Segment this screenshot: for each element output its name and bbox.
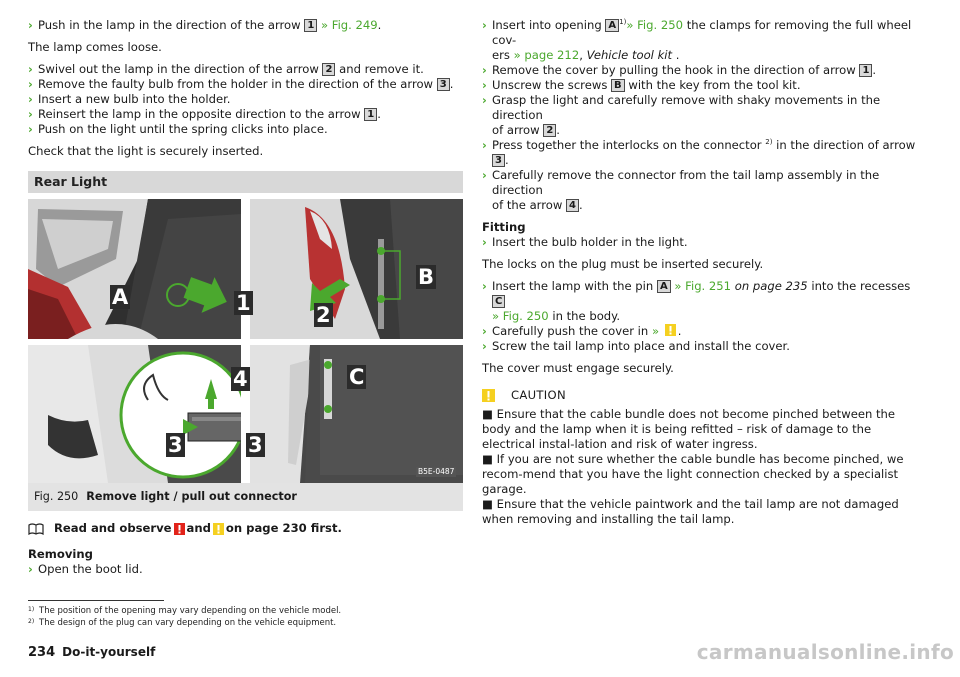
step-insert-bulb: › Insert a new bulb into the holder.	[28, 92, 231, 106]
caution-item-2: ■ If you are not sure whether the cable bundle has become pinched, we recom-mend that you have the light connection checked by a specialist garage.	[482, 452, 904, 496]
warning-yellow-icon	[213, 523, 224, 535]
chevron-icon: ›	[482, 235, 487, 249]
para-locks: The locks on the plug must be inserted securely.	[482, 257, 764, 271]
caution-icon	[482, 389, 495, 402]
connector-photo	[28, 345, 241, 483]
removing-heading: Removing	[28, 547, 93, 561]
step-insert-holder: › Insert the bulb holder in the light.	[482, 235, 688, 249]
caution-item-3: ■ Ensure that the vehicle paintwork and the tail lamp are not damaged when removing and installing the tail lamp.	[482, 497, 899, 526]
step-swivel: › Swivel out the lamp in the direction of the arrow 2 and remove it.	[28, 62, 424, 76]
chevron-icon: ›	[482, 78, 487, 92]
chevron-icon: ›	[482, 279, 487, 293]
read-observe-note: Read and observe and on page 230 first.	[28, 521, 463, 536]
caution-header	[482, 388, 922, 403]
para-cover: The cover must engage securely.	[482, 361, 674, 375]
key-label: 1	[304, 19, 317, 32]
chevron-icon: ›	[482, 339, 487, 353]
chevron-icon: ›	[28, 122, 33, 136]
key-label: C	[492, 295, 505, 308]
fig-link[interactable]: » Fig. 250	[492, 309, 549, 323]
book-icon	[28, 523, 44, 535]
step-push-cover: › Carefully push the cover in » .	[482, 324, 682, 338]
step-reinsert: › Reinsert the lamp in the opposite direction to the arrow 1 .	[28, 107, 381, 121]
caution-label: CAUTION	[511, 388, 566, 402]
step-remove-cover: › Remove the cover by pulling the hook in the direction of arrow 1 .	[482, 63, 877, 77]
left-column	[28, 18, 463, 577]
panel-bottom-left	[28, 345, 241, 483]
chevron-icon: ›	[482, 93, 487, 107]
chevron-icon: ›	[28, 562, 33, 576]
footnote-2: 2) The design of the plug can vary depending on the vehicle equipment.	[28, 618, 337, 628]
label-C: C	[349, 365, 365, 389]
label-3-right: 3	[248, 433, 263, 457]
key-label: A	[657, 280, 671, 293]
page-number: 234	[28, 645, 56, 660]
key-label: 2	[322, 63, 335, 76]
page-link[interactable]: » page 212	[513, 48, 580, 62]
chevron-icon: ›	[28, 107, 33, 121]
step-press-interlocks: › Press together the interlocks on the connector $^{2)}$ in the direction of arrow 3 .	[482, 138, 916, 167]
key-label: A	[605, 19, 619, 32]
key-label: 1	[859, 64, 872, 77]
figure-code: B5E-0487	[418, 467, 455, 476]
footnote-1: 1) The position of the opening may vary depending on the vehicle model.	[28, 606, 342, 616]
fig-link[interactable]: » Fig. 251	[670, 279, 732, 293]
step-push-lamp: › Push in the lamp in the direction of the arrow 1 » Fig. 249.	[28, 18, 382, 32]
step-insert-clamps: › Insert into opening A $^{1)}$» Fig. 250 the clamps for removing the full wheel cov- ers » page 212, Vehicle tool kit .	[482, 18, 912, 62]
key-label: 3	[492, 154, 505, 167]
label-1: 1	[236, 291, 251, 315]
step-unscrew: › Unscrew the screws B with the key from the tool kit.	[482, 78, 801, 92]
warning-red-icon	[174, 523, 185, 535]
step-screw-lamp: › Screw the tail lamp into place and install the cover.	[482, 339, 790, 353]
chevron-icon: ›	[482, 138, 487, 152]
fig-link[interactable]: » Fig. 250	[626, 18, 684, 32]
fig-link[interactable]: » Fig. 249	[317, 18, 378, 32]
chevron-icon: ›	[28, 92, 33, 106]
para-check: Check that the light is securely inserted.	[28, 144, 264, 158]
chevron-icon: ›	[482, 168, 487, 182]
key-label: 4	[566, 199, 579, 212]
chevron-icon: ›	[482, 324, 487, 338]
section-name: Do-it-yourself	[62, 645, 156, 659]
key-label: 3	[437, 78, 450, 91]
footnote-rule	[28, 600, 164, 601]
label-4: 4	[233, 367, 248, 391]
key-label: 1	[364, 108, 377, 121]
chevron-icon: ›	[28, 62, 33, 76]
fitting-heading: Fitting	[482, 220, 526, 234]
warning-link[interactable]: »	[651, 324, 663, 338]
figure-250	[28, 199, 463, 483]
step-insert-lamp: › Insert the lamp with the pin A » Fig. 251 on page 235 into the recesses C » Fig. 250 in the body.	[482, 279, 911, 323]
key-label: B	[611, 79, 625, 92]
chevron-icon: ›	[482, 18, 487, 32]
label-B: B	[418, 265, 435, 289]
para-lamp-loose: The lamp comes loose.	[28, 40, 162, 54]
chevron-icon: ›	[28, 77, 33, 91]
label-3-left: 3	[168, 433, 183, 457]
step-remove-bulb: › Remove the faulty bulb from the holder in the direction of the arrow 3 .	[28, 77, 454, 91]
chevron-icon: ›	[28, 18, 33, 32]
watermark: carmanualsonline.info	[696, 640, 954, 664]
lamp-photo-a	[28, 199, 241, 339]
figure-caption: Fig. 250 Remove light / pull out connector	[28, 483, 463, 511]
caution-item-1: ■ Ensure that the cable bundle does not become pinched between the body and the lamp when it is being refitted – risk of damage to the electrical instal-lation and risk of water ingress.	[482, 407, 896, 451]
chevron-icon: ›	[482, 63, 487, 77]
key-label: 2	[543, 124, 556, 137]
panel-top-left	[28, 199, 241, 339]
step-grasp-light: › Grasp the light and carefully remove with shaky movements in the direction of arrow 2 .	[482, 93, 881, 137]
step-push-light: › Push on the light until the spring clicks into place.	[28, 122, 328, 136]
page-footer	[28, 645, 155, 660]
step-open-boot: › Open the boot lid.	[28, 562, 143, 576]
right-column	[482, 18, 922, 527]
warning-yellow-icon	[665, 324, 676, 336]
step-remove-connector: › Carefully remove the connector from the tail lamp assembly in the direction of the arrow 4 .	[482, 168, 880, 212]
label-2: 2	[316, 303, 331, 327]
label-A: A	[112, 285, 129, 309]
section-title: Rear Light	[28, 171, 463, 193]
